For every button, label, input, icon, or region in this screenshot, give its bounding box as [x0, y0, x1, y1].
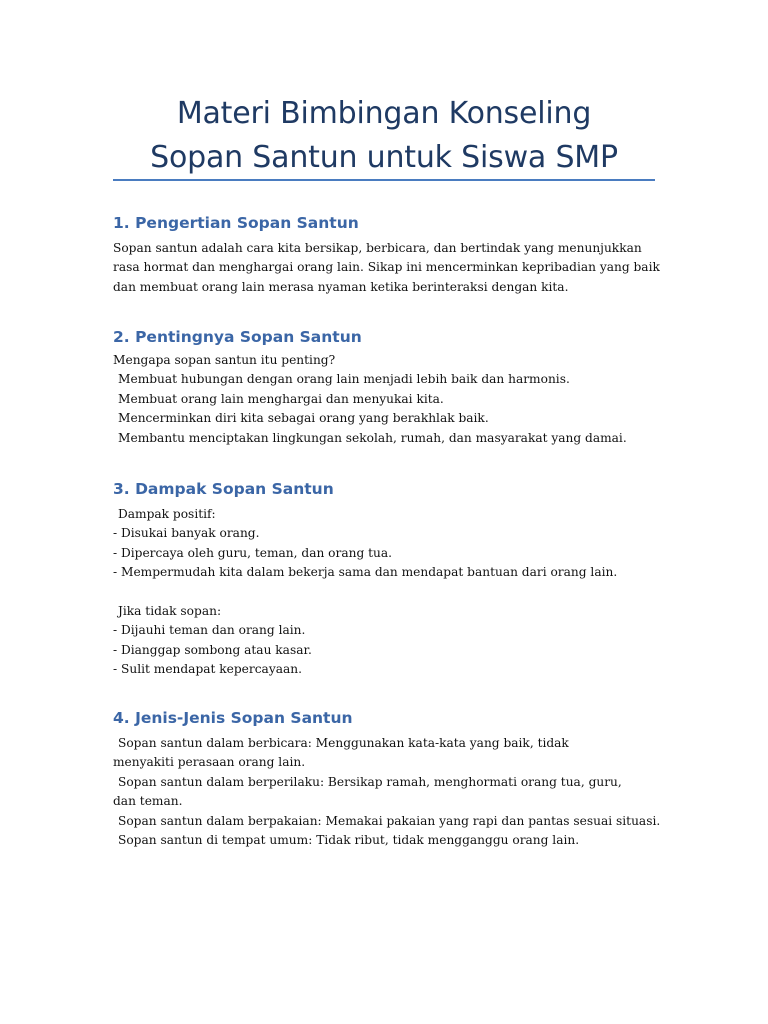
section-heading: 3. Dampak Sopan Santun [113, 480, 334, 498]
list-item: Sopan santun dalam berpakaian: Memakai pakaian yang rapi dan pantas sesuai situasi. [118, 813, 661, 828]
list-item: - Sulit mendapat kepercayaan. [113, 662, 302, 677]
list-item: Sopan santun dalam berbicara: Menggunakan kata-kata yang baik, tidak menyakiti perasaan orang lain. [113, 736, 569, 770]
spacer [113, 583, 661, 602]
list-item: - Dianggap sombong atau kasar. [113, 642, 312, 657]
title-divider [113, 179, 655, 181]
section-pengertian [113, 213, 661, 297]
list-item: Membuat hubungan dengan orang lain menjadi lebih baik dan harmonis. [118, 372, 570, 387]
section-paragraph: Sopan santun adalah cara kita bersikap, berbicara, dan bertindak yang menunjukkan rasa hormat dan menghargai orang lain. Sikap ini mencerminkan kepribadian yang baik dan membuat orang lain merasa nyaman ketika berinteraksi dengan kita. [113, 241, 660, 294]
positive-label: Dampak positif: [118, 507, 216, 521]
list-item: - Dipercaya oleh guru, teman, dan orang tua. [113, 545, 393, 560]
list-item: Sopan santun di tempat umum: Tidak ribut, tidak mengganggu orang lain. [118, 833, 580, 848]
section-heading: 1. Pengertian Sopan Santun [113, 214, 359, 232]
list-item: Sopan santun dalam berperilaku: Bersikap ramah, menghormati orang tua, guru, dan teman. [113, 774, 622, 809]
negative-label: Jika tidak sopan: [118, 604, 222, 619]
section-heading: 4. Jenis-Jenis Sopan Santun [113, 709, 353, 727]
section-pentingnya [113, 327, 661, 448]
list-item: - Dijauhi teman dan orang lain. [113, 623, 306, 638]
list-item: Membuat orang lain menghargai dan menyukai kita. [118, 391, 444, 406]
section-heading: 2. Pentingnya Sopan Santun [113, 328, 362, 346]
section-jenis [113, 708, 661, 850]
list-item: Membantu menciptakan lingkungan sekolah, rumah, dan masyarakat yang damai. [118, 430, 627, 445]
list-item: - Disukai banyak orang. [113, 526, 260, 541]
title-line-1: Materi Bimbingan Konseling [176, 96, 592, 131]
list-item: - Mempermudah kita dalam bekerja sama dan mendapat bantuan dari orang lain. [113, 565, 618, 580]
section-intro: Mengapa sopan santun itu penting? [113, 353, 336, 367]
section-dampak [113, 479, 661, 680]
document-title [113, 92, 655, 180]
list-item: Mencerminkan diri kita sebagai orang yang berakhlak baik. [118, 411, 489, 426]
title-line-2: Sopan Santun untuk Siswa SMP [150, 140, 618, 175]
